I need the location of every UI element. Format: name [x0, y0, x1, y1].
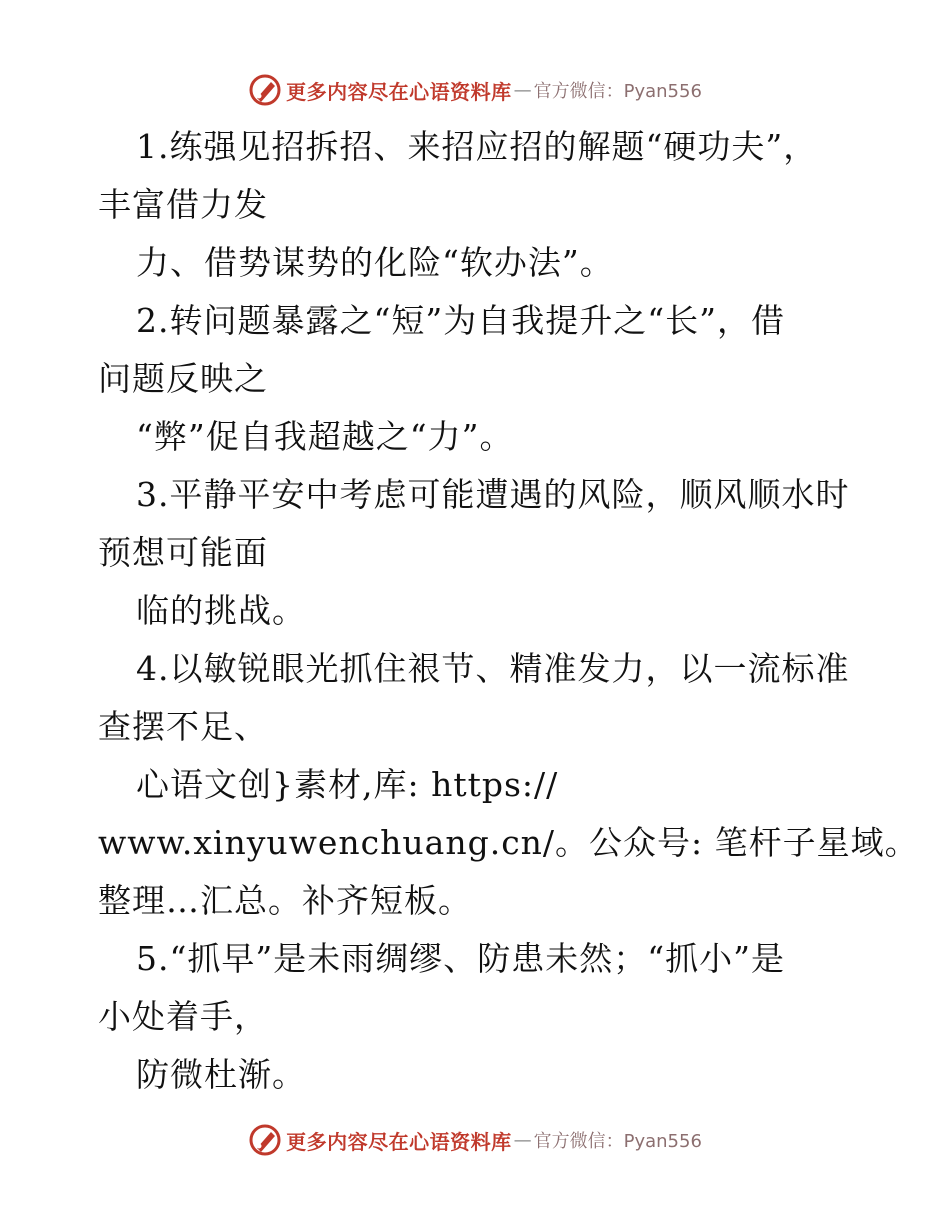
paragraph-line: 查摆不足、 — [98, 707, 268, 746]
paragraph-line: 临的挑战。 — [136, 591, 306, 630]
paragraph-line: 丰富借力发 — [98, 185, 268, 224]
paragraph-line: 力、借势谋势的化险“软办法”。 — [136, 243, 614, 282]
paragraph-line: “弊”促自我超越之“力”。 — [136, 417, 514, 456]
header-contact: 官方微信：Pyan556 — [533, 81, 702, 102]
body-text — [98, 118, 919, 1104]
header-title: 更多内容尽在心语资料库 — [286, 79, 512, 104]
pen-logo-icon — [248, 1123, 282, 1157]
footer-contact: 官方微信：Pyan556 — [533, 1131, 702, 1152]
paragraph-line: 心语文创}素材,库: https:// — [136, 765, 559, 804]
header-separator: — — [513, 79, 532, 101]
paragraph-line: 2.转问题暴露之“短”为自我提升之“长”，借 — [136, 301, 785, 340]
header-watermark — [0, 70, 950, 110]
pen-logo-icon — [248, 73, 282, 107]
paragraph-line: 5.“抓早”是未雨绸缪、防患未然；“抓小”是 — [136, 939, 785, 978]
paragraph-line: 问题反映之 — [98, 359, 268, 398]
url-line: www.xinyuwenchuang.cn/。公众号: 笔杆子星域。 — [98, 823, 919, 862]
paragraph-line: 3.平静平安中考虑可能遭遇的风险，顺风顺水时 — [136, 475, 850, 514]
paragraph-line: 预想可能面 — [98, 533, 268, 572]
footer-separator: — — [513, 1129, 532, 1151]
footer-watermark — [0, 1120, 950, 1160]
paragraph-line: 小处着手， — [98, 997, 268, 1036]
paragraph-line: 4.以敏锐眼光抓住裉节、精准发力，以一流标准 — [136, 649, 850, 688]
paragraph-line: 整理…汇总。补齐短板。 — [98, 881, 472, 920]
paragraph-line: 防微杜渐。 — [136, 1055, 306, 1094]
footer-title: 更多内容尽在心语资料库 — [286, 1129, 512, 1154]
paragraph-line: 1.练强见招拆招、来招应招的解题“硬功夫”， — [136, 127, 818, 166]
